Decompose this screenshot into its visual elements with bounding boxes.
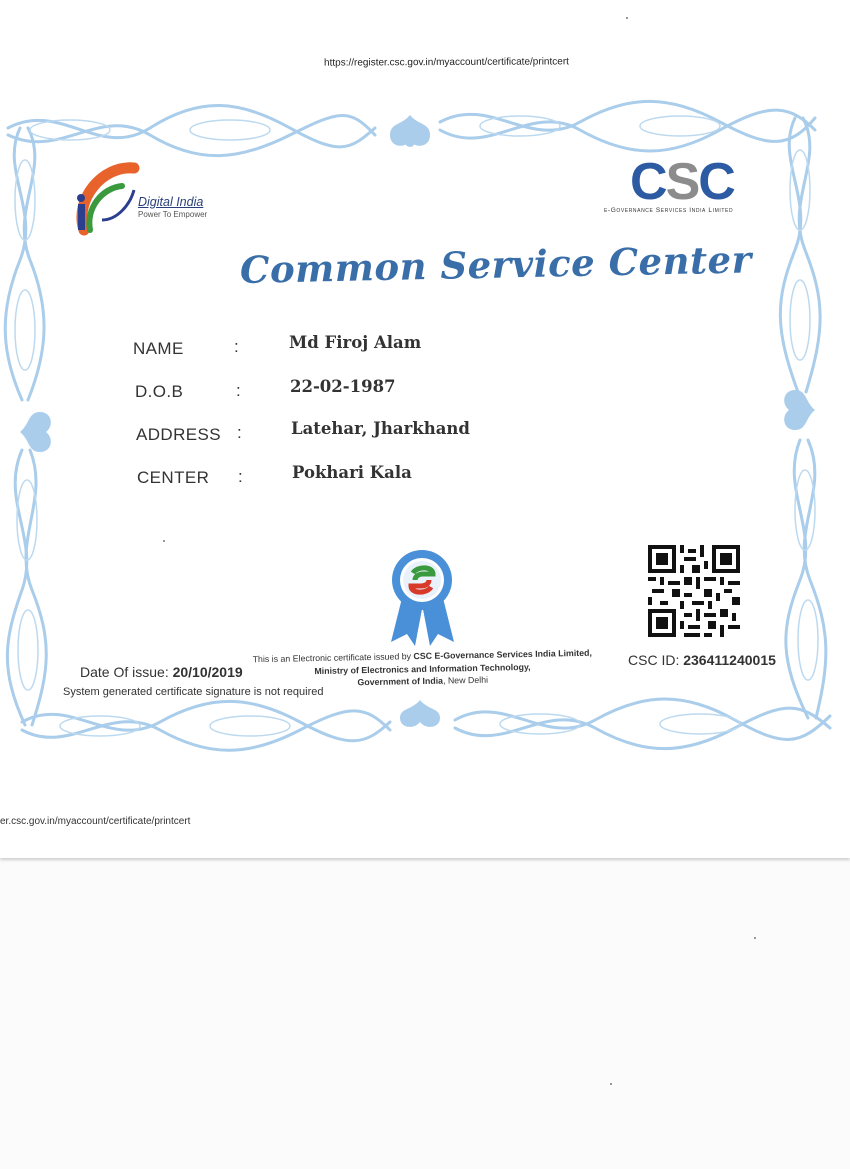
field-value-center: Pokhari Kala — [292, 463, 412, 482]
scan-speck — [754, 937, 756, 939]
digital-india-name: Digital India — [138, 195, 204, 209]
csc-logo-letter-c1: C — [630, 153, 666, 211]
csc-id-label: CSC ID: — [628, 652, 680, 668]
field-colon: : — [236, 381, 241, 400]
digital-india-tagline: Power To Empower — [138, 210, 208, 219]
issuer-line3-b: , New Delhi — [442, 674, 489, 686]
signature-note: System generated certificate signature is not required — [63, 686, 324, 698]
csc-logo-subtitle: e-Governance Services India Limited — [604, 207, 734, 214]
issue-date-value: 20/10/2019 — [172, 664, 243, 680]
print-url-footer: er.csc.gov.in/myaccount/certificate/printcert — [0, 816, 191, 827]
field-value-address: Latehar, Jharkhand — [291, 419, 470, 438]
qr-code-icon — [648, 545, 740, 637]
field-label-name: NAME — [133, 339, 184, 358]
field-colon: : — [234, 337, 239, 356]
issuer-line1-b: CSC E-Governance Services India Limited, — [413, 647, 592, 662]
csc-logo-letter-c2: C — [698, 153, 734, 211]
field-label-dob: D.O.B — [135, 382, 184, 401]
scan-speck — [163, 540, 165, 542]
field-value-name: Md Firoj Alam — [289, 333, 422, 352]
csc-logo-letter-s: S — [665, 153, 699, 211]
field-label-address: ADDRESS — [136, 425, 221, 444]
field-colon: : — [237, 423, 242, 442]
certificate-title: Common Service Center — [239, 237, 753, 292]
field-colon: : — [238, 467, 243, 486]
issuer-statement — [250, 647, 596, 691]
award-ribbon-icon — [385, 546, 460, 646]
scan-speck — [626, 17, 628, 19]
print-url-header: https://register.csc.gov.in/myaccount/certificate/printcert — [323, 56, 569, 69]
csc-id — [628, 652, 776, 668]
field-label-center: CENTER — [137, 468, 210, 487]
field-value-dob: 22-02-1987 — [290, 377, 396, 396]
issuer-line1-a: This is an Electronic certificate issued by — [252, 651, 414, 665]
issuer-line3-a: Government of India — [357, 675, 444, 688]
issue-date-label: Date Of issue: — [80, 664, 169, 680]
issuer-line2: Ministry of Electronics and Information Technology, — [314, 661, 531, 676]
issue-date — [80, 664, 243, 680]
scan-speck — [610, 1083, 612, 1085]
csc-logo — [630, 153, 734, 211]
csc-id-value: 236411240015 — [683, 652, 776, 668]
